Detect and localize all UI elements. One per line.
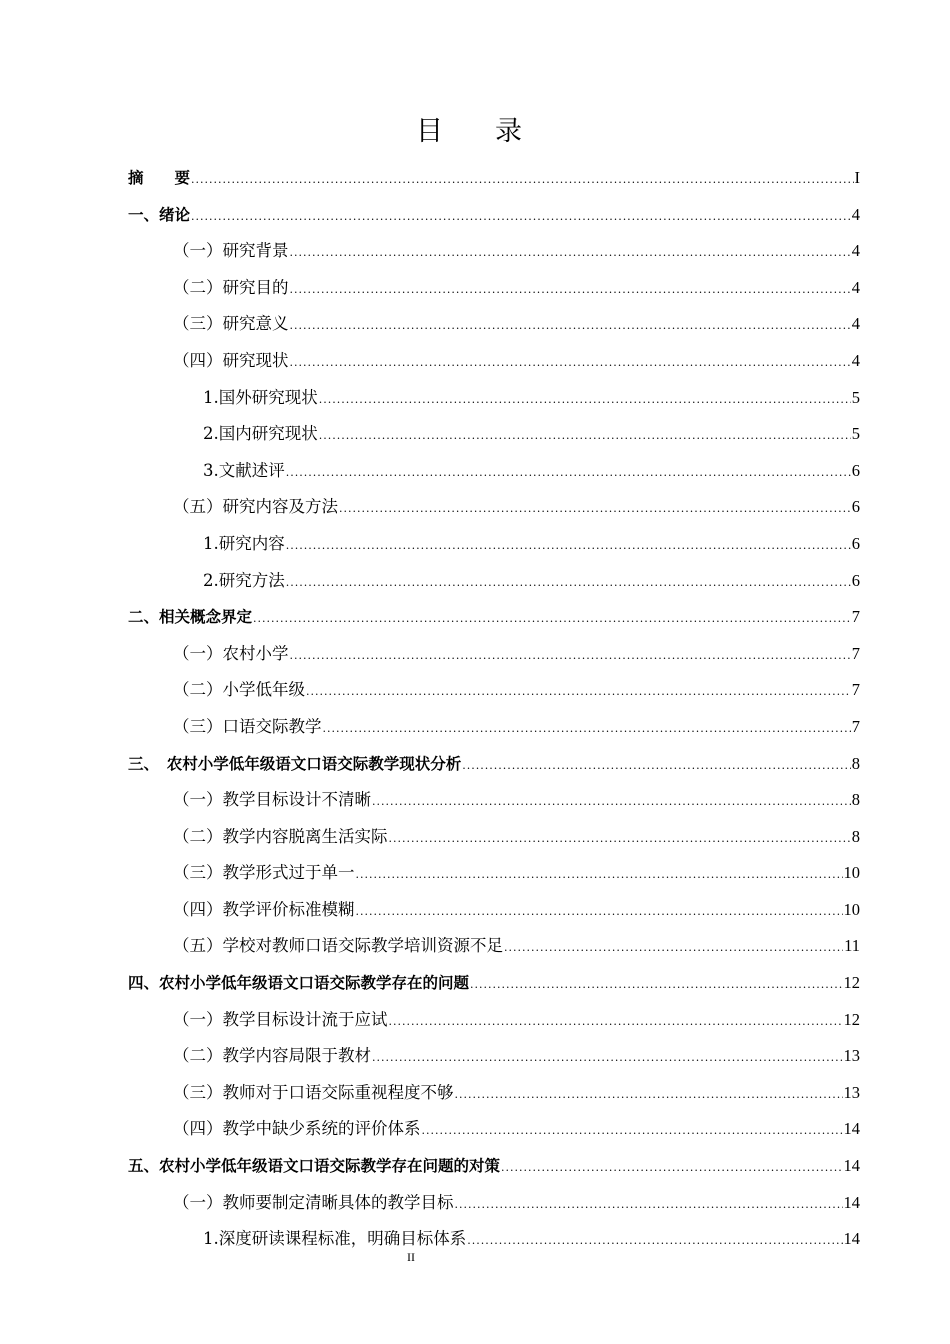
toc-entry-label: 1.国外研究现状 — [203, 387, 318, 407]
toc-entry[interactable] — [128, 819, 860, 856]
toc-dot-leader — [253, 601, 851, 638]
toc-entry[interactable] — [128, 746, 860, 783]
toc-entry[interactable] — [128, 965, 860, 1002]
toc-dot-leader — [290, 638, 851, 675]
toc-entry-page-number: 14 — [843, 1229, 860, 1249]
page-title: 目录 — [416, 116, 574, 147]
toc-entry-label: （五）学校对教师口语交际教学培训资源不足 — [173, 936, 503, 956]
toc-entry-label: （三）教学形式过于单一 — [173, 863, 355, 883]
toc-entry-page-number: 4 — [851, 241, 860, 261]
toc-entry-page-number: 8 — [851, 790, 860, 810]
toc-entry-label: （四）教学评价标准模糊 — [173, 899, 355, 919]
toc-dot-leader — [290, 308, 851, 345]
toc-entry-page-number: 11 — [844, 936, 860, 956]
toc-entry[interactable] — [128, 197, 860, 234]
toc-entry-label: （二）小学低年级 — [173, 680, 305, 700]
toc-entry[interactable] — [128, 489, 860, 526]
toc-entry-page-number: 4 — [851, 350, 860, 370]
toc-entry[interactable] — [128, 526, 860, 563]
toc-entry-page-number: 4 — [851, 204, 860, 224]
toc-entry-page-number: 8 — [851, 753, 860, 773]
toc-entry-label: 1.研究内容 — [203, 533, 285, 553]
toc-dot-leader — [323, 711, 851, 748]
toc-entry[interactable] — [128, 855, 860, 892]
toc-entry-label: 四、农村小学低年级语文口语交际教学存在的问题 — [128, 974, 470, 993]
toc-entry[interactable] — [128, 599, 860, 636]
toc-entry-page-number: 7 — [851, 716, 860, 736]
toc-dot-leader — [286, 455, 851, 492]
toc-entry-page-number: 14 — [843, 1156, 860, 1176]
toc-entry[interactable] — [128, 1148, 860, 1185]
toc-dot-leader — [290, 235, 851, 272]
toc-dot-leader — [286, 528, 851, 565]
toc-dot-leader — [339, 491, 851, 528]
toc-dot-leader — [372, 784, 851, 821]
toc-entry-page-number: 4 — [851, 277, 860, 297]
toc-entry-page-number: 7 — [851, 680, 860, 700]
toc-dot-leader — [422, 1113, 843, 1150]
toc-dot-leader — [455, 1077, 843, 1114]
toc-entry-page-number: 8 — [851, 826, 860, 846]
toc-entry-label: （一）农村小学 — [173, 643, 289, 663]
toc-dot-leader — [290, 345, 851, 382]
toc-dot-leader — [470, 967, 842, 1004]
toc-entry-label: （三）口语交际教学 — [173, 716, 322, 736]
toc-dot-leader — [319, 418, 851, 455]
toc-dot-leader — [286, 565, 851, 602]
toc-dot-leader — [462, 748, 850, 785]
toc-entry-page-number: 12 — [843, 1009, 860, 1029]
table-of-contents — [128, 160, 860, 1258]
toc-dot-leader — [389, 821, 851, 858]
toc-dot-leader — [290, 272, 851, 309]
toc-entry-page-number: 14 — [843, 1119, 860, 1139]
toc-entry[interactable] — [128, 1038, 860, 1075]
toc-dot-leader — [191, 199, 851, 236]
toc-entry-label: （四）教学中缺少系统的评价体系 — [173, 1119, 421, 1139]
toc-entry[interactable] — [128, 306, 860, 343]
toc-dot-leader — [455, 1187, 843, 1224]
toc-entry-label: 三、 农村小学低年级语文口语交际教学现状分析 — [128, 754, 462, 773]
toc-entry-page-number: 14 — [843, 1192, 860, 1212]
page-number-footer: II — [407, 1250, 415, 1264]
toc-dot-leader — [501, 1150, 842, 1187]
toc-entry[interactable] — [128, 453, 860, 490]
toc-entry-label: 3.文献述评 — [203, 460, 285, 480]
toc-entry-label: 1.深度研读课程标准，明确目标体系 — [203, 1229, 467, 1249]
toc-entry[interactable] — [128, 892, 860, 929]
toc-entry-page-number: 13 — [843, 1046, 860, 1066]
toc-entry-label: 一、绪论 — [128, 205, 191, 224]
toc-entry[interactable] — [128, 343, 860, 380]
toc-entry-page-number: 5 — [851, 424, 860, 444]
toc-dot-leader — [306, 674, 851, 711]
toc-entry-label: （一）研究背景 — [173, 241, 289, 261]
toc-entry[interactable] — [128, 1075, 860, 1112]
toc-entry-page-number: 7 — [851, 643, 860, 663]
toc-entry-page-number: 6 — [851, 460, 860, 480]
toc-entry-label: 摘 要 — [128, 169, 191, 187]
toc-entry[interactable] — [128, 709, 860, 746]
toc-entry-label: 2.国内研究现状 — [203, 424, 318, 444]
toc-entry-label: （一）教学目标设计流于应试 — [173, 1009, 388, 1029]
toc-entry-page-number: 10 — [843, 899, 860, 919]
toc-entry[interactable] — [128, 1185, 860, 1222]
toc-entry-label: （三）研究意义 — [173, 314, 289, 334]
toc-entry-page-number: 13 — [843, 1082, 860, 1102]
toc-dot-leader — [389, 1004, 843, 1041]
toc-entry[interactable] — [128, 782, 860, 819]
toc-entry[interactable] — [128, 672, 860, 709]
toc-dot-leader — [319, 382, 851, 419]
toc-entry-page-number: 6 — [851, 497, 860, 517]
toc-entry-page-number: 10 — [843, 863, 860, 883]
toc-entry[interactable] — [128, 416, 860, 453]
toc-entry[interactable] — [128, 233, 860, 270]
toc-entry[interactable] — [128, 270, 860, 307]
toc-entry-label: （二）教学内容脱离生活实际 — [173, 826, 388, 846]
toc-entry[interactable] — [128, 1111, 860, 1148]
toc-entry-label: 二、相关概念界定 — [128, 608, 253, 627]
toc-entry[interactable] — [128, 636, 860, 673]
toc-entry[interactable] — [128, 563, 860, 600]
toc-dot-leader — [191, 162, 853, 199]
toc-entry-label: （五）研究内容及方法 — [173, 497, 338, 517]
toc-entry-page-number: 7 — [851, 607, 860, 627]
toc-entry-label: （二）教学内容局限于教材 — [173, 1046, 371, 1066]
toc-dot-leader — [356, 894, 843, 931]
toc-entry-page-number: 6 — [851, 533, 860, 553]
toc-dot-leader — [372, 1040, 843, 1077]
toc-entry-label: （一）教学目标设计不清晰 — [173, 790, 371, 810]
toc-entry-label: 五、农村小学低年级语文口语交际教学存在问题的对策 — [128, 1157, 501, 1176]
toc-dot-leader — [504, 930, 843, 967]
toc-entry-page-number: 5 — [851, 387, 860, 407]
toc-entry-page-number: 6 — [851, 570, 860, 590]
toc-entry-label: （三）教师对于口语交际重视程度不够 — [173, 1082, 454, 1102]
toc-entry-label: （四）研究现状 — [173, 350, 289, 370]
toc-entry-page-number: 12 — [843, 973, 860, 993]
toc-entry-label: 2.研究方法 — [203, 570, 285, 590]
toc-entry-label: （二）研究目的 — [173, 277, 289, 297]
toc-entry[interactable] — [128, 160, 860, 197]
toc-entry-label: （一）教师要制定清晰具体的教学目标 — [173, 1192, 454, 1212]
toc-entry-page-number: 4 — [851, 314, 860, 334]
toc-dot-leader — [356, 857, 843, 894]
toc-entry[interactable] — [128, 1002, 860, 1039]
toc-entry[interactable] — [128, 928, 860, 965]
toc-entry-page-number: I — [854, 168, 860, 187]
toc-entry[interactable] — [128, 380, 860, 417]
